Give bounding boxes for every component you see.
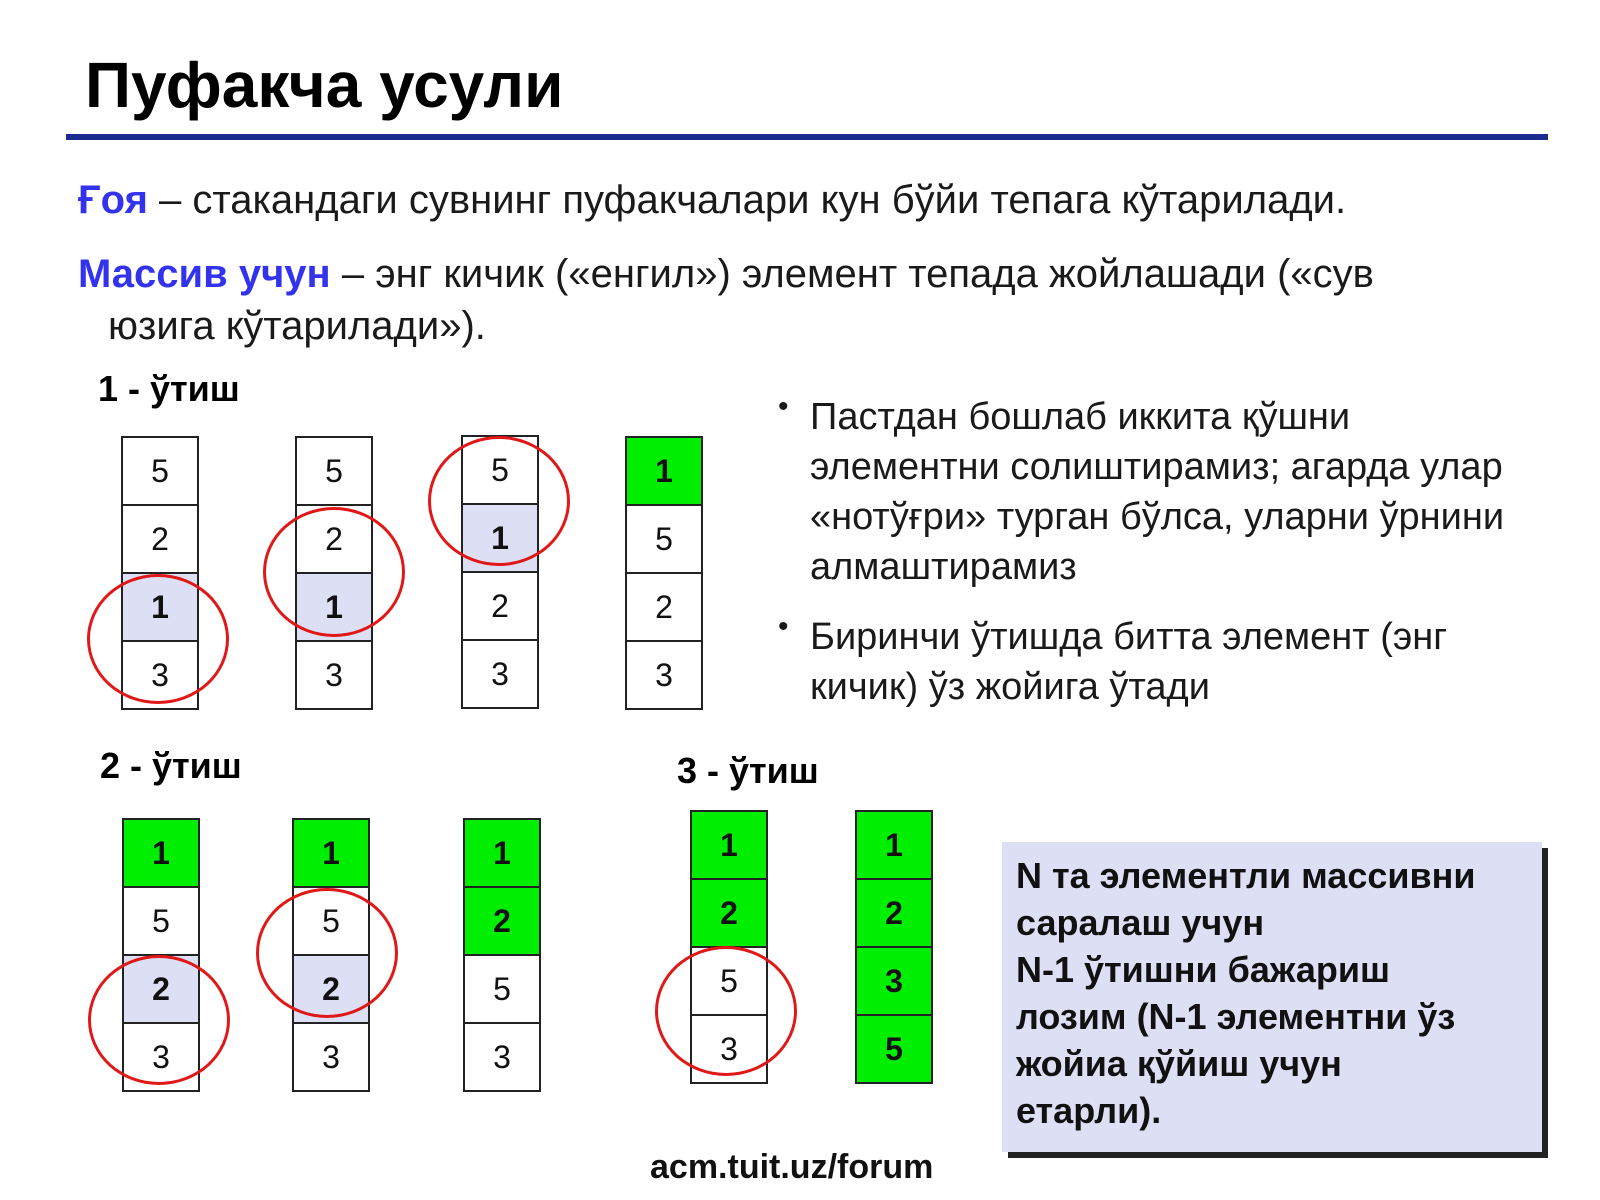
array-cell: 5: [627, 506, 701, 574]
array-cell: 1: [465, 820, 539, 888]
note-line: N-1 ўтишни бажариш: [1016, 949, 1391, 990]
bullet-dot-icon: •: [778, 390, 789, 423]
title-divider: [66, 134, 1548, 140]
bullet-dot-icon: •: [778, 610, 789, 643]
bullet-item: [778, 612, 1538, 712]
array-cell: 5: [857, 1016, 931, 1082]
array-cell: 3: [692, 1016, 766, 1082]
array-cell: 1: [124, 820, 198, 888]
array-cell: 3: [857, 948, 931, 1016]
array-cell: 2: [692, 880, 766, 948]
comparison-ring: [88, 955, 230, 1085]
array-cell: 2: [627, 574, 701, 642]
array-cell: 1: [294, 820, 368, 888]
array-cell: 1: [857, 812, 931, 880]
array-cell: 2: [857, 880, 931, 948]
array-cell: 2: [465, 888, 539, 956]
note-box: [1002, 842, 1542, 1152]
array-paragraph: [78, 248, 1374, 300]
note-line: лозим (N-1 элементни ўз: [1016, 996, 1456, 1037]
array-cell: 2: [123, 506, 197, 574]
pass-2-label: 2 - ўтиш: [100, 745, 242, 786]
array-cell: 2: [294, 956, 368, 1024]
array-cell: 3: [123, 642, 197, 708]
array-cell: 5: [465, 956, 539, 1024]
idea-keyword: Ғоя: [78, 178, 148, 222]
comparison-ring: [87, 574, 229, 704]
array-cell: 5: [123, 438, 197, 506]
pass-2-column-3: [463, 818, 541, 1092]
array-cell: 2: [463, 573, 537, 641]
array-cell: 1: [627, 438, 701, 506]
array-cell: 3: [465, 1024, 539, 1090]
array-cell: 3: [627, 642, 701, 708]
array-cell: 2: [124, 956, 198, 1024]
idea-paragraph: [78, 174, 1346, 226]
array-cell: 3: [463, 641, 537, 707]
array-keyword: Массив учун: [78, 252, 331, 296]
array-cell: 3: [297, 642, 371, 708]
array-cell: 1: [123, 574, 197, 642]
array-cell: 1: [463, 505, 537, 573]
note-line: етарли).: [1016, 1090, 1162, 1131]
array-text-line2: юзига кўтарилади»).: [108, 304, 486, 348]
comparison-ring: [263, 507, 405, 637]
bullet-item: [778, 392, 1538, 592]
array-cell: 2: [297, 506, 371, 574]
array-cell: 3: [294, 1024, 368, 1090]
idea-text: – стакандаги сувнинг пуфакчалари кун бўйи тепага кўтарилади.: [147, 178, 1347, 222]
array-cell: 5: [463, 437, 537, 505]
array-cell: 5: [692, 948, 766, 1016]
pass-3-label: 3 - ўтиш: [677, 750, 819, 791]
comparison-ring: [256, 888, 398, 1018]
array-cell: 1: [297, 574, 371, 642]
array-text-line1: – энг кичик («енгил») элемент тепада жойлашади («сув: [330, 252, 1374, 296]
pass-1-column-4: [625, 436, 703, 710]
pass-3-column-2: [855, 810, 933, 1084]
note-line: N та элементли массивни: [1016, 855, 1476, 896]
bullet-text: Биринчи ўтишда битта элемент (энг кичик) ўз жойига ўтади: [810, 616, 1448, 708]
explanation-bullets: [778, 392, 1538, 732]
array-cell: 5: [124, 888, 198, 956]
comparison-ring: [655, 946, 797, 1076]
slide-title: Пуфакча усули: [85, 49, 564, 121]
note-line: саралаш учун: [1016, 902, 1265, 943]
array-cell: 1: [692, 812, 766, 880]
array-cell: 3: [124, 1024, 198, 1090]
footer-url: acm.tuit.uz/forum: [650, 1148, 934, 1186]
bullet-text: Пастдан бошлаб иккита қўшни элементни солиштирамиз; агарда улар «нотўғри» турган бўлса, уларни ўрнини алмаштирамиз: [810, 396, 1505, 588]
array-cell: 5: [294, 888, 368, 956]
comparison-ring: [428, 436, 570, 566]
array-cell: 5: [297, 438, 371, 506]
note-line: жойиа қўйиш учун: [1016, 1043, 1342, 1084]
pass-1-label: 1 - ўтиш: [98, 368, 240, 409]
